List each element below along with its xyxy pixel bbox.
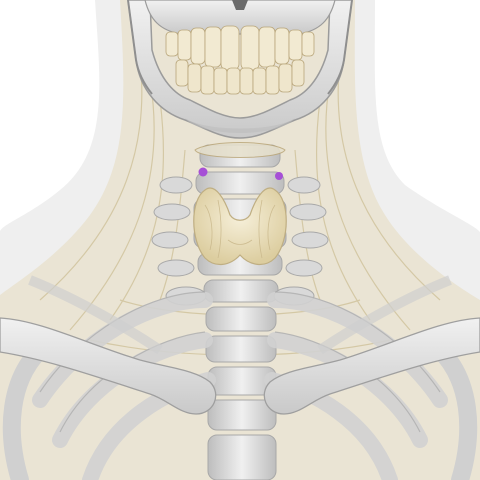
left-marker [199,168,208,177]
right-marker [275,172,283,180]
hyoid-bone [195,143,285,158]
